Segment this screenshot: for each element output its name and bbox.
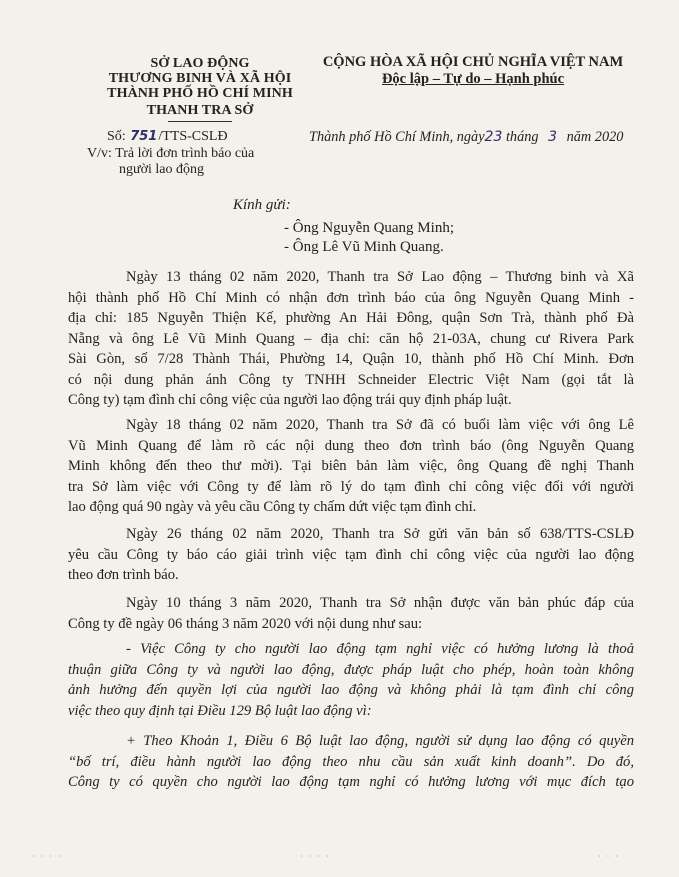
paragraph-1: Ngày 13 tháng 02 năm 2020, Thanh tra Sở Lao động – Thương binh và Xã hội thành phố Hồ Chí Minh có nhận đơn trình báo của ông Nguyễn Quang Minh - địa chỉ: 185 Nguyễn Thiện Kế, phường An Hải Đông, quận Sơn Trà, thành phố Đà Nẵng và ông Lê Vũ Minh Quang – địa chỉ: căn hộ 21-03A, chung cư Rivera Park Sài Gòn, số 7/28 Thành Thái, Phường 14, Quận 10, thành phố Hồ Chí Minh. Đơn có nội dung phản ánh Công ty TNHH Schneider Electric Việt Nam (gọi tắt là Công ty) tạm đình chỉ công việc của người lao động trái quy định pháp luật. bbox=[68, 269, 634, 408]
handwritten-day: 23 bbox=[484, 129, 503, 145]
bottom-dots-3: · · · bbox=[598, 852, 620, 861]
handwritten-number: 751 bbox=[130, 129, 158, 144]
national-motto: Độc lập – Tự do – Hạnh phúc bbox=[381, 71, 565, 87]
paragraph-3: Ngày 26 tháng 02 năm 2020, Thanh tra Sở gửi văn bản số 638/TTS-CSLĐ yêu cầu Công ty báo cáo giải trình việc tạm đình chỉ công việc của người lao động theo đơn trình báo. bbox=[68, 526, 634, 583]
handwritten-month: 3 bbox=[548, 129, 558, 145]
issuer-line-3: THÀNH PHỐ HỒ CHÍ MINH bbox=[107, 86, 293, 101]
paragraph-2: Ngày 18 tháng 02 năm 2020, Thanh tra Sở đã có buổi làm việc với ông Lê Vũ Minh Quang để làm rõ các nội dung theo đơn trình báo (ông Nguyễn Quang Minh không đến theo thư mời). Tại biên bản làm việc, ông Quang đề nghị Thanh tra Sở làm việc với Công ty để làm rõ lý do tạm đình chỉ công việc đối với người lao động quá 90 ngày và yêu cầu Công ty chấm dứt việc tạm đình chỉ. bbox=[68, 417, 634, 515]
reference-number: Số: 751/TTS-CSLĐ bbox=[107, 129, 228, 144]
bottom-dots-1: · · · · bbox=[32, 852, 63, 861]
national-header bbox=[314, 54, 632, 88]
date-line: Thành phố Hồ Chí Minh, ngày23 tháng 3 năm 2020 bbox=[309, 129, 624, 145]
issuer-line-2: THƯƠNG BINH VÀ XÃ HỘI bbox=[108, 71, 292, 86]
recipient-2: - Ông Lê Vũ Minh Quang. bbox=[284, 239, 444, 255]
national-title: CỘNG HÒA XÃ HỘI CHỦ NGHĨA VIỆT NAM bbox=[322, 54, 624, 70]
issuer-header bbox=[96, 56, 304, 118]
subject-line: V/v: Trả lời đơn trình báo của người lao động bbox=[87, 146, 255, 177]
bottom-dots-2: · · · · bbox=[300, 852, 331, 861]
paragraph-6: + Theo Khoản 1, Điều 6 Bộ luật lao động, người sử dụng lao động có quyền “bố trí, điều hành người lao động theo nhu cầu sản xuất kinh doanh”. Do đó, Công ty có quyền cho người lao động tạm nghỉ có hưởng lương với mục đích tạo bbox=[68, 733, 634, 790]
paragraph-5: - Việc Công ty cho người lao động tạm nghỉ việc có hưởng lương là thoả thuận giữa Công ty và người lao động, được pháp luật cho phép, hoàn toàn không ảnh hưởng đến quyền lợi của người lao động và không phải là tạm đình chỉ công việc theo quy định tại Điều 129 Bộ luật lao động vì: bbox=[68, 641, 634, 719]
issuer-line-1: SỞ LAO ĐỘNG bbox=[150, 56, 250, 71]
issuer-underline bbox=[168, 121, 232, 122]
recipient-1: - Ông Nguyễn Quang Minh; bbox=[284, 220, 454, 236]
issuer-line-4: THANH TRA SỞ bbox=[146, 103, 254, 118]
greeting: Kính gửi: bbox=[233, 197, 291, 213]
paragraph-4: Ngày 10 tháng 3 năm 2020, Thanh tra Sở nhận được văn bản phúc đáp của Công ty đề ngày 06 tháng 3 năm 2020 với nội dung như sau: bbox=[68, 595, 634, 632]
